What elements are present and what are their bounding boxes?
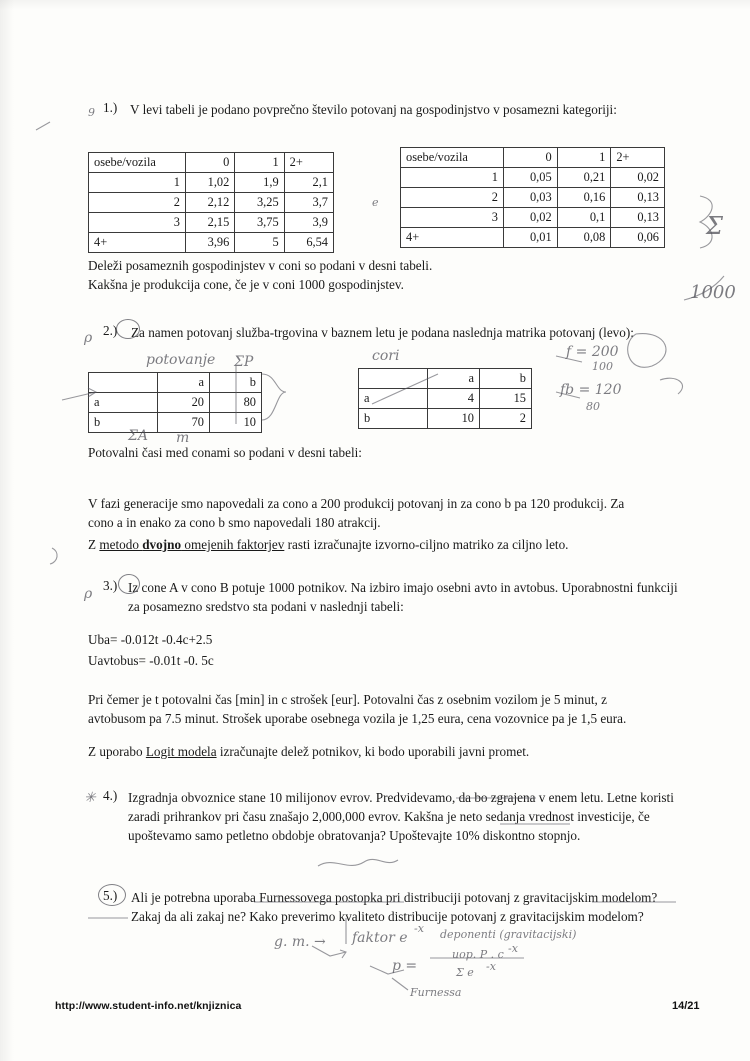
cell: 2,15 (186, 213, 235, 233)
cell: 0,16 (557, 188, 611, 208)
question-2-note-3 (88, 535, 668, 554)
q3-note2-model: Logit modela (145, 744, 217, 759)
handwritten-note: 9 (88, 106, 95, 119)
question-5-text: Ali je potrebna uporaba Furnessovega postopka pri distribuciji potovanj z gravitacijskim modelom? Zakaj da ali zakaj ne? Kako preverimo kvaliteto distribucije potovanj z gravitacijskim modelom? (131, 890, 658, 925)
cell: 2,1 (284, 173, 333, 193)
question-5-number: 5.) (103, 888, 118, 903)
handwritten-note: deponenti (gravitacijski) (440, 928, 577, 941)
question-1-note-1: Deleži posameznih gospodinjstev v coni so podani v desni tabeli. (88, 258, 433, 273)
table-row (359, 369, 532, 389)
q2-note3-part2: rasti izračunajte izvorno-ciljno matriko za ciljno leto. (284, 537, 569, 552)
row-label: a (89, 393, 158, 413)
cell: 80 (210, 393, 262, 413)
row-label: 1 (89, 173, 186, 193)
handwritten-note: cori (372, 348, 400, 364)
cell: 5 (235, 233, 284, 253)
cell: 0,03 (504, 188, 558, 208)
table-row (89, 393, 262, 413)
q2-note3-method: metodo dvojno omejenih faktorjev (99, 537, 285, 552)
table-q1-right (400, 147, 665, 248)
col-header-a: a (158, 373, 210, 393)
question-2-text: Za namen potovanj služba-trgovina v baznem letu je podana naslednja matrika potovanj (levo): (131, 325, 634, 340)
cell: 0,13 (611, 208, 665, 228)
col-header-2plus: 2+ (284, 153, 333, 173)
cell: 2,12 (186, 193, 235, 213)
col-header-0: 0 (186, 153, 235, 173)
q3-note2-part1: Z uporabo (88, 744, 146, 759)
cell: 3,75 (235, 213, 284, 233)
cell: 1,9 (235, 173, 284, 193)
cell: 20 (158, 393, 210, 413)
table-row (401, 168, 665, 188)
row-label: 2 (89, 193, 186, 213)
col-header-b: b (210, 373, 262, 393)
question-2-number: 2.) (103, 323, 118, 338)
table-q1-left (88, 152, 334, 253)
table-row (401, 148, 665, 168)
col-header-empty (359, 369, 428, 389)
handwritten-note: ρ (84, 330, 93, 346)
cell: 0,01 (504, 228, 558, 248)
q3-note2-part2: izračunajte delež potnikov, ki bodo uporabili javni promet. (216, 744, 530, 759)
row-label: 3 (401, 208, 504, 228)
question-4-text: Izgradnja obvoznice stane 10 milijonov evrov. Predvidevamo, da bo zgrajena v enem letu. Letne koristi zaradi prihrankov pri času znašajo 2,000,000 evrov. Kakšna je neto sedanja vrednost investicije, če upoštevamo samo petletno obdobje obratovanja? Upoštevajte 10% diskontno stopnjo. (128, 790, 674, 844)
table-row (401, 188, 665, 208)
handwritten-note: m (176, 430, 190, 446)
col-header-1: 1 (235, 153, 284, 173)
row-label: 3 (89, 213, 186, 233)
col-header-osebe-vozila: osebe/vozila (401, 148, 504, 168)
question-4-number: 4.) (103, 788, 118, 803)
cell: 3,25 (235, 193, 284, 213)
table-row (89, 373, 262, 393)
cell: 0,02 (504, 208, 558, 228)
col-header-1: 1 (557, 148, 611, 168)
cell: 0,08 (557, 228, 611, 248)
handwritten-note: 80 (586, 400, 600, 413)
question-3-text: Iz cone A v cono B potuje 1000 potnikov. Na izbiro imajo osebni avto in avtobus. Uporabnostni funkciji za posamezno sredstvo sta podani v naslednji tabeli: (128, 580, 678, 615)
table-row (359, 409, 532, 429)
cell: 6,54 (284, 233, 333, 253)
cell: 3,7 (284, 193, 333, 213)
handwritten-note: Furnessa (410, 986, 462, 999)
question-3-number: 3.) (103, 578, 118, 593)
row-label: b (89, 413, 158, 433)
cell: 0,21 (557, 168, 611, 188)
handwritten-note: e (372, 196, 379, 209)
question-1-text: V levi tabeli je podano povprečno število potovanj na gospodinjstvo v posamezni kategoriji: (130, 102, 617, 117)
question-1-note-2: Kakšna je produkcija cone, če je v coni 1000 gospodinjstev. (88, 277, 404, 292)
row-label: 1 (401, 168, 504, 188)
footer-page-number: 14/21 (672, 1000, 700, 1012)
table-q2-left (88, 372, 262, 433)
handwritten-note: g. m. → (274, 934, 326, 950)
cell: 2 (480, 409, 532, 429)
col-header-empty (89, 373, 158, 393)
question-3-formula-2: Uavtobus= -0.01t -0. 5c (88, 653, 214, 668)
handwritten-note: -x (508, 942, 518, 955)
question-3-formula-1: Uba= -0.012t -0.4c+2.5 (88, 632, 213, 647)
scan-shadow-left (0, 0, 14, 1061)
table-row (401, 228, 665, 248)
col-header-2plus: 2+ (611, 148, 665, 168)
cell: 4 (428, 389, 480, 409)
cell: 0,13 (611, 188, 665, 208)
handwritten-note: faktor e (352, 930, 408, 946)
handwritten-note: 1000 (690, 282, 736, 303)
handwritten-note: 100 (592, 360, 613, 373)
handwritten-note: fb = 120 (560, 382, 622, 398)
cell: 0,05 (504, 168, 558, 188)
handwritten-note: ρ (84, 586, 93, 602)
table-row (89, 213, 334, 233)
cell: 70 (158, 413, 210, 433)
question-2-note-2: V fazi generacije smo napovedali za cono a 200 produkcij potovanj in za cono b pa 120 produkcij. Za cono a in enako za cono b smo napovedali 180 atrakcij. (88, 496, 625, 531)
handwritten-note: -x (486, 960, 496, 973)
handwritten-note: Σ (706, 212, 723, 240)
row-label: 4+ (89, 233, 186, 253)
row-label: 2 (401, 188, 504, 208)
cell: 10 (428, 409, 480, 429)
table-row (359, 389, 532, 409)
handwritten-note: ΣP (234, 354, 254, 370)
question-1-number: 1.) (103, 100, 118, 115)
table-row (401, 208, 665, 228)
cell: 3,96 (186, 233, 235, 253)
handwritten-note: ✳ (84, 790, 96, 806)
question-2-note-1: Potovalni časi med conami so podani v desni tabeli: (88, 445, 362, 460)
row-label: b (359, 409, 428, 429)
q2-note3-part1: Z (88, 537, 100, 552)
handwritten-note: ΣA (128, 428, 149, 444)
table-row (89, 153, 334, 173)
col-header-osebe-vozila: osebe/vozila (89, 153, 186, 173)
table-row (89, 233, 334, 253)
handwritten-note: Σ e (456, 966, 474, 979)
cell: 3,9 (284, 213, 333, 233)
table-row (89, 193, 334, 213)
cell: 1,02 (186, 173, 235, 193)
handwritten-note: p = (392, 958, 418, 974)
cell: 15 (480, 389, 532, 409)
cell: 0,06 (611, 228, 665, 248)
handwritten-note: -x (414, 922, 424, 935)
cell: 0,1 (557, 208, 611, 228)
table-row (89, 413, 262, 433)
cell: 10 (210, 413, 262, 433)
question-3-note-1: Pri čemer je t potovalni čas [min] in c strošek [eur]. Potovalni čas z osebnim vozilom je 5 minut, z avtobusom pa 7.5 minut. Strošek uporabe osebnega vozila je 1,25 eura, cena vozovnice pa je 1,5 eura. (88, 692, 627, 727)
row-label: a (359, 389, 428, 409)
col-header-a: a (428, 369, 480, 389)
scan-shadow-top (0, 0, 750, 10)
handwritten-note: uop. P . c (452, 948, 504, 961)
handwritten-note: f = 200 (566, 344, 619, 360)
question-3-note-2 (88, 742, 653, 761)
cell: 0,02 (611, 168, 665, 188)
footer-url[interactable]: http://www.student-info.net/knjiznica (55, 1000, 242, 1012)
handwritten-note: potovanje (146, 352, 216, 368)
table-q2-right (358, 368, 532, 429)
row-label: 4+ (401, 228, 504, 248)
col-header-b: b (480, 369, 532, 389)
col-header-0: 0 (504, 148, 558, 168)
table-row (89, 173, 334, 193)
